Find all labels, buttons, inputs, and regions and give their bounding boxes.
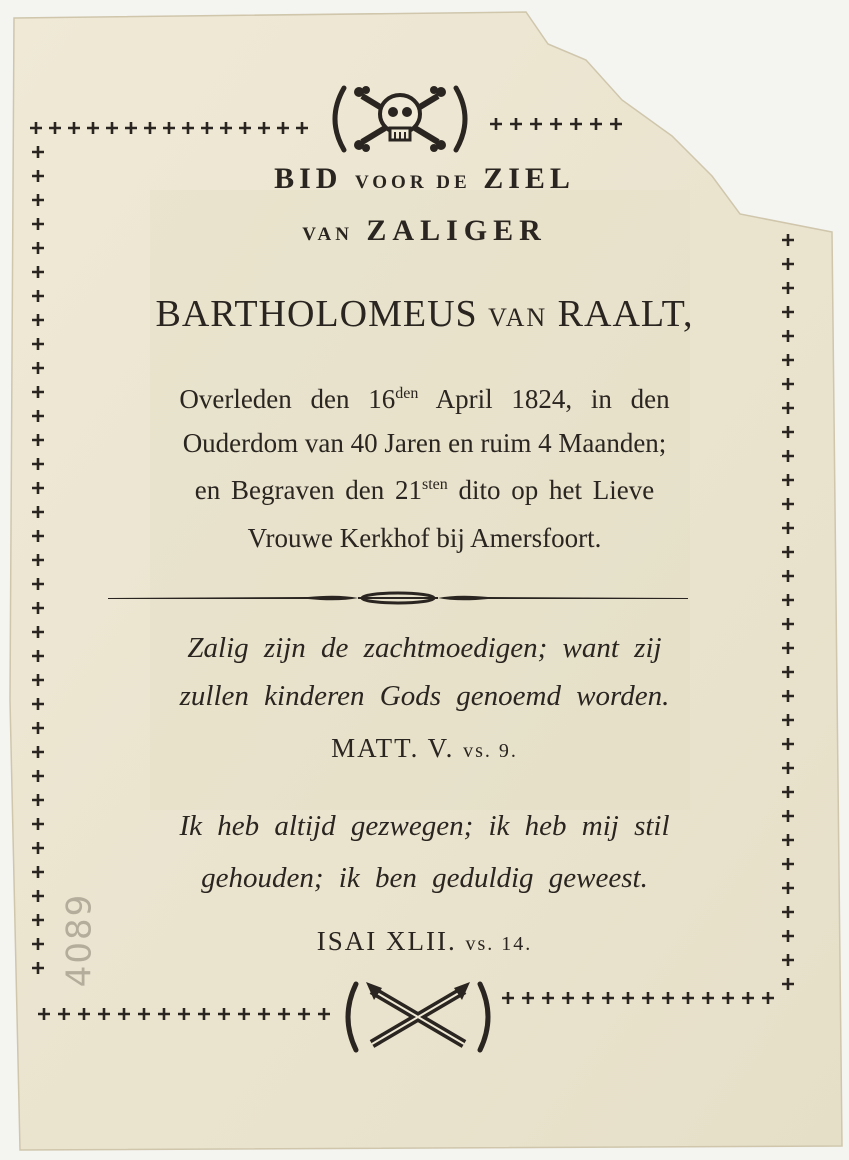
cross-icon: [201, 122, 213, 134]
cross-icon: [782, 786, 794, 798]
cross-icon: [198, 1008, 210, 1020]
cross-icon: [510, 118, 522, 130]
cross-icon: [138, 1008, 150, 1020]
cross-icon: [782, 594, 794, 606]
cross-icon: [218, 1008, 230, 1020]
cross-icon: [182, 122, 194, 134]
cross-icon: [602, 992, 614, 1004]
handwritten-note: 4089: [59, 892, 100, 988]
cross-icon: [622, 992, 634, 1004]
name-first: BARTHOLOMEUS: [155, 293, 478, 335]
reference-isaiah: [0, 926, 849, 957]
cross-icon: [32, 578, 44, 590]
cross-icon: [32, 266, 44, 278]
crossed-torches-icon: [338, 978, 498, 1056]
cross-icon: [58, 1008, 70, 1020]
cross-icon: [32, 146, 44, 158]
cross-icon: [32, 602, 44, 614]
name-last: RAALT,: [557, 293, 694, 335]
cross-icon: [32, 554, 44, 566]
cross-icon: [782, 666, 794, 678]
quote-1-line-2: zullen kinderen Gods genoemd worden.: [179, 680, 670, 712]
cross-icon: [590, 118, 602, 130]
cross-icon: [158, 1008, 170, 1020]
cross-icon: [144, 122, 156, 134]
cross-icon: [782, 978, 794, 990]
burial-line: [0, 475, 849, 506]
skull-crossbones-icon: [322, 82, 478, 156]
cross-icon: [582, 992, 594, 1004]
cross-icon: [258, 122, 270, 134]
cross-icon: [642, 992, 654, 1004]
cross-icon: [106, 122, 118, 134]
name-van: VAN: [488, 303, 548, 332]
cross-icon: [762, 992, 774, 1004]
cross-icon: [570, 118, 582, 130]
cross-icon: [298, 1008, 310, 1020]
quote-2-line-1: Ik heb altijd gezwegen; ik heb mij stil: [179, 810, 670, 842]
cross-icon: [32, 914, 44, 926]
cross-icon: [118, 1008, 130, 1020]
cross-icon: [782, 714, 794, 726]
death-date-text: Overleden den 16: [179, 384, 396, 414]
ornamental-divider: [108, 588, 688, 608]
cross-icon: [530, 118, 542, 130]
cross-icon: [502, 992, 514, 1004]
burial-text: en Begraven den 21: [194, 475, 422, 505]
cross-icon: [87, 122, 99, 134]
cross-icon: [550, 118, 562, 130]
cross-icon: [542, 992, 554, 1004]
cross-icon: [49, 122, 61, 134]
burial-suffix: sten: [421, 476, 448, 493]
cross-icon: [78, 1008, 90, 1020]
cross-icon: [30, 122, 42, 134]
heading-bid: BID: [274, 162, 343, 195]
cross-icon: [277, 122, 289, 134]
heading-line-1: [0, 162, 849, 196]
cross-icon: [32, 962, 44, 974]
age-line: Ouderdom van 40 Jaren en ruim 4 Maanden;: [182, 428, 667, 458]
cross-icon: [742, 992, 754, 1004]
burial-rest: dito op het Lieve: [447, 475, 655, 505]
cross-icon: [278, 1008, 290, 1020]
cross-icon: [782, 906, 794, 918]
cross-icon: [32, 362, 44, 374]
reference-matthew: [0, 733, 849, 764]
cross-icon: [782, 258, 794, 270]
cross-icon: [32, 794, 44, 806]
quote-2-line-2: gehouden; ik ben geduldig geweest.: [201, 862, 648, 894]
heading-line-2: [0, 214, 849, 248]
cross-icon: [782, 354, 794, 366]
heading-voor-de: VOOR DE: [354, 172, 471, 193]
cross-icon: [562, 992, 574, 1004]
cross-icon: [722, 992, 734, 1004]
cross-icon: [32, 458, 44, 470]
cross-icon: [68, 122, 80, 134]
heading-van: VAN: [302, 224, 353, 245]
cross-icon: [522, 992, 534, 1004]
cross-icon: [490, 118, 502, 130]
cross-icon: [238, 1008, 250, 1020]
cemetery-line: Vrouwe Kerkhof bij Amersfoort.: [247, 523, 602, 553]
reference-isaiah-book: ISAI XLII.: [316, 926, 457, 956]
cross-icon: [32, 842, 44, 854]
cross-icon: [318, 1008, 330, 1020]
quote-1-line-1: Zalig zijn de zachtmoedigen; want zij: [187, 632, 662, 664]
reference-isaiah-verse: vs. 14.: [465, 933, 533, 955]
cross-icon: [702, 992, 714, 1004]
cross-icon: [239, 122, 251, 134]
death-date-line: [0, 384, 849, 415]
cross-icon: [98, 1008, 110, 1020]
cross-icon: [662, 992, 674, 1004]
cross-icon: [782, 618, 794, 630]
cross-icon: [220, 122, 232, 134]
cross-icon: [258, 1008, 270, 1020]
cross-icon: [32, 338, 44, 350]
cross-icon: [32, 770, 44, 782]
cross-icon: [125, 122, 137, 134]
cross-icon: [782, 570, 794, 582]
cross-icon: [178, 1008, 190, 1020]
death-date-rest: April 1824, in den: [418, 384, 670, 414]
deceased-name: [0, 292, 849, 336]
death-date-suffix: den: [395, 385, 419, 402]
cross-icon: [610, 118, 622, 130]
reference-matthew-verse: vs. 9.: [463, 740, 518, 762]
cross-icon: [38, 1008, 50, 1020]
heading-zaliger: ZALIGER: [366, 214, 547, 247]
reference-matthew-book: MATT. V.: [331, 733, 455, 763]
cross-icon: [32, 506, 44, 518]
cross-icon: [163, 122, 175, 134]
heading-ziel: ZIEL: [483, 162, 575, 195]
cross-icon: [682, 992, 694, 1004]
cross-icon: [296, 122, 308, 134]
